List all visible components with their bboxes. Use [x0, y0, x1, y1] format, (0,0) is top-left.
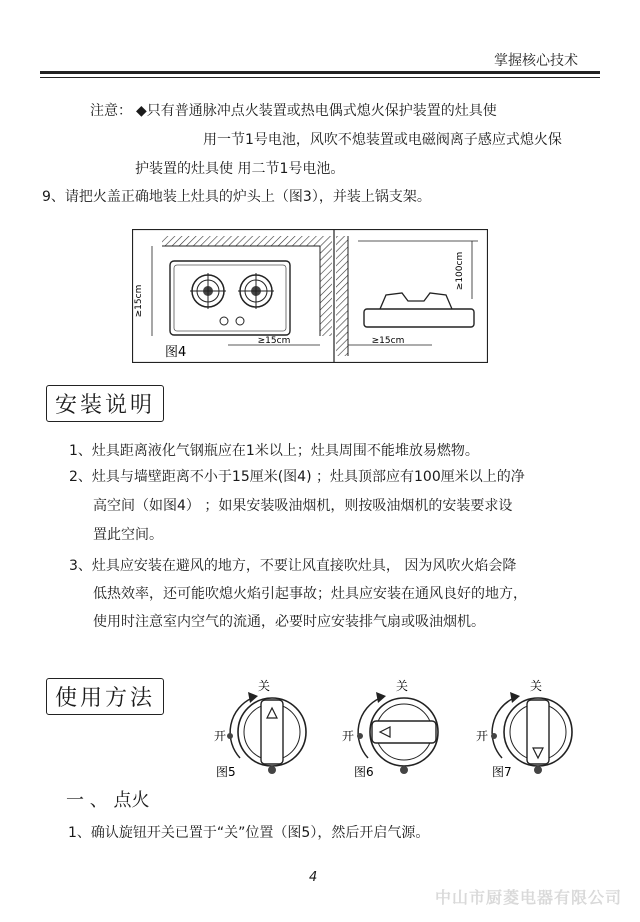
knob-6-caption: 图6 [354, 765, 374, 779]
header-title: 掌握核心技术 [494, 53, 578, 69]
page-number: 4 [309, 870, 318, 885]
note-line-3: 护装置的灶具使 用二节1号电池。 [135, 161, 345, 177]
knob-handle [527, 700, 549, 764]
knob-5-on-label: 开 [214, 729, 227, 743]
ignition-flame-icon [534, 766, 542, 774]
wall-side-hatch [320, 236, 332, 336]
stove-side-view [364, 309, 474, 327]
knob-handle [261, 700, 283, 764]
ignition-step-1: 1、确认旋钮开关已置于“关”位置（图5），然后开启气源。 [68, 825, 430, 841]
stove-top-view [170, 261, 290, 335]
burner-side-icon [380, 293, 452, 309]
wall-top-hatch [162, 236, 320, 246]
knob-figure-6 [340, 676, 454, 780]
knob-7-caption: 图7 [492, 765, 512, 779]
ignition-flame-icon [400, 766, 408, 774]
header-rule-thick [40, 71, 600, 74]
note-line-2: 用一节1号电池，风吹不熄装置或电磁阀离子感应式熄火保 [203, 132, 562, 148]
knob-7-off-label: 关 [530, 679, 543, 693]
figure-4-diagram [132, 229, 488, 363]
on-flame-icon [227, 733, 233, 739]
knob-6-on-label: 开 [342, 729, 355, 743]
knob-figure-7 [474, 676, 588, 780]
install-item-3-line-3: 使用时注意室内空气的流通，必要时应安装排气扇或吸油烟机。 [93, 614, 485, 630]
install-item-2-line-3: 置此空间。 [93, 527, 163, 543]
wall-right-hatch [336, 236, 348, 356]
knob-6-off-label: 关 [396, 679, 409, 693]
note-label: 注意： [90, 103, 132, 119]
install-item-2-line-2: 高空间（如图4） ；如果安装吸油烟机，则按吸油烟机的安装要求设 [93, 498, 513, 514]
note-line-1: ◆只有普通脉冲点火装置或热电偶式熄火保护装置的灶具使 [136, 103, 497, 119]
install-item-3-line-1: 3、灶具应安装在避风的地方，不要让风直接吹灶具， 因为风吹火焰会降 [69, 558, 517, 574]
usage-title: 使用方法 [46, 678, 164, 715]
on-flame-icon [491, 733, 497, 739]
install-item-3-line-2: 低热效率，还可能吹熄火焰引起事故；灶具应安装在通风良好的地方， [93, 586, 527, 602]
ignition-flame-icon [268, 766, 276, 774]
knob-7-on-label: 开 [476, 729, 489, 743]
knob-5-caption: 图5 [216, 765, 236, 779]
install-title: 安装说明 [46, 385, 164, 422]
knob-handle [372, 721, 436, 743]
company-watermark: 中山市厨菱电器有限公司 [434, 888, 622, 907]
step-9: 9、请把火盖正确地装上灶具的炉头上（图3），并装上锅支架。 [42, 189, 431, 205]
dim-bottom-right-label: ≥15cm [371, 336, 405, 346]
install-item-1: 1、灶具距离液化气钢瓶应在1米以上；灶具周围不能堆放易燃物。 [69, 443, 479, 459]
figure-4-label: 图4 [165, 345, 187, 360]
install-item-2-line-1: 2、灶具与墙壁距离不小于15厘米(图4) ；灶具顶部应有100厘米以上的净 [69, 469, 525, 485]
on-flame-icon [357, 733, 363, 739]
knob-5-off-label: 关 [258, 679, 271, 693]
dim-side-label: ≥15cm [134, 284, 144, 318]
section-ignition-title: 一 、 点火 [66, 790, 150, 811]
dim-bottom-left-label: ≥15cm [257, 336, 291, 346]
dim-top-label: ≥100cm [455, 251, 465, 291]
header-rule-thin [40, 77, 600, 78]
knob-figure-5 [212, 676, 322, 780]
